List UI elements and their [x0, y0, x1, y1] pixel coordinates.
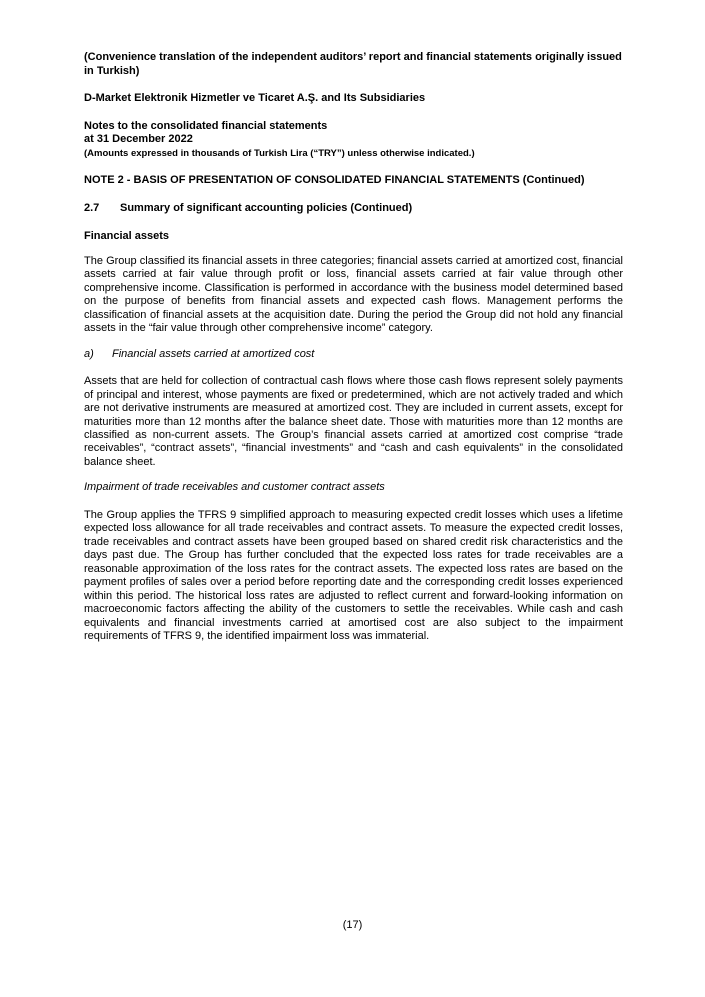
section-number: 2.7 — [84, 201, 100, 214]
section-title: Summary of significant accounting policies (Continued) — [120, 201, 413, 214]
impairment-paragraph: The Group applies the TFRS 9 simplified approach to measuring expected credit losses which uses a lifetime expected loss allowance for all trade receivables and contract assets. To measure the expected credit losses, trade receivables and contract assets have been grouped based on shared credit risk characteristics and the days past due. The Group has further concluded that the expected loss rates for trade receivables are a reasonable approximation of the loss rates for the contract assets. The expected loss rates are based on the payment profiles of sales over a period before reporting date and the corresponding credit losses experienced within this period. The historical loss rates are adjusted to reflect current and forward-looking information on macroeconomic factors affecting the ability of the customers to settle the receivables. While cash and cash equivalents and financial investments carried at amortised cost are also subject to the impairment requirements of TFRS 9, the identified impairment loss was immaterial. — [84, 508, 623, 642]
amortized-cost-paragraph: Assets that are held for collection of contractual cash flows where those cash flows represent solely payments of principal and interest, whose payments are fixed or predetermined, which are not actively traded and which are not derivative instruments are measured at amortized cost. They are included in current assets, except for maturities more than 12 months after the balance sheet date. Those with maturities more than 12 months are classified as non-current assets. The Group’s financial assets carried at amortized cost comprise “trade receivables”, “contract assets”, “financial investments” and “cash and cash equivalents” in the consolidated balance sheet. — [84, 375, 623, 468]
item-a-heading — [84, 348, 623, 362]
note-2-heading: NOTE 2 - BASIS OF PRESENTATION OF CONSOLIDATED FINANCIAL STATEMENTS (Continued) — [84, 173, 585, 186]
doc-title-line1: Notes to the consolidated financial statements — [84, 119, 328, 132]
financial-assets-heading: Financial assets — [84, 229, 169, 242]
item-a-title: Financial assets carried at amortized cost — [112, 347, 315, 360]
company-name: D-Market Elektronik Hizmetler ve Ticaret A.Ş. and Its Subsidiaries — [84, 92, 426, 104]
translation-note: (Convenience translation of the independent auditors’ report and financial statements originally issued in Turkish) — [84, 51, 622, 77]
doc-title-line2: at 31 December 2022 — [84, 133, 193, 145]
section-2-7-heading — [84, 202, 623, 216]
page-number: (17) — [342, 919, 363, 931]
financial-assets-paragraph-1: The Group classified its financial assets in three categories; financial assets carried at amortized cost, financial assets carried at fair value through profit or loss, financial assets carried at fair value through other comprehensive income. Classification is performed in accordance with the business model determined based on the purpose of benefits from financial assets and expected cash flows. Management performs the classification of financial assets at the acquisition date. During the period the Group did not hold any financial assets in the “fair value through other comprehensive income” category. — [84, 255, 623, 335]
amounts-note: (Amounts expressed in thousands of Turkish Lira (“TRY”) unless otherwise indicated.) — [84, 147, 475, 159]
item-a-label: a) — [84, 347, 94, 360]
impairment-heading: Impairment of trade receivables and customer contract assets — [84, 481, 385, 494]
